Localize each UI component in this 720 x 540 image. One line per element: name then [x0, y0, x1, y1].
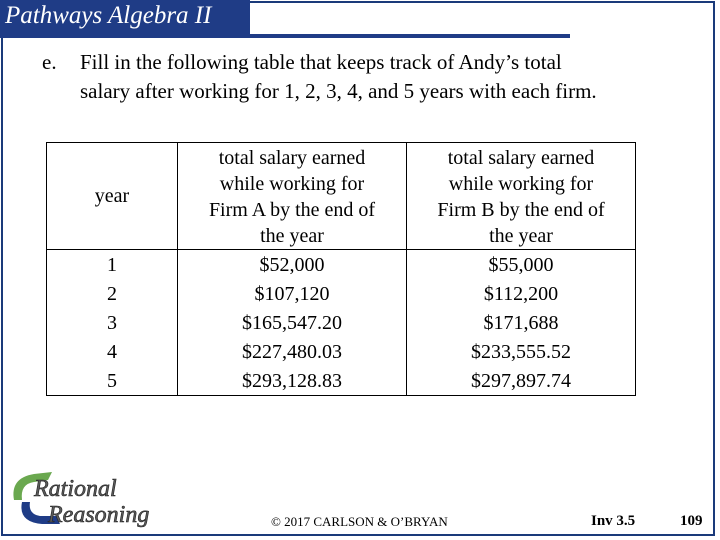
footer-investigation: Inv 3.5 — [591, 513, 636, 529]
cell-year: 4 — [47, 337, 178, 366]
cell-firm-a: $227,480.03 — [178, 337, 407, 366]
cell-year: 5 — [47, 366, 178, 396]
page-title: Pathways Algebra II — [5, 2, 212, 29]
cell-year: 3 — [47, 308, 178, 337]
salary-table — [46, 142, 636, 396]
header-firm-b-line: total salary earned — [447, 147, 595, 169]
cell-firm-a: $52,000 — [178, 250, 407, 280]
logo-line-1: Rational — [34, 476, 117, 502]
instruction-line-2: salary after working for 1, 2, 3, 4, and 5 years with each firm. — [80, 79, 597, 103]
header-firm-b — [407, 143, 636, 250]
cell-firm-b: $297,897.74 — [407, 366, 636, 396]
header-firm-b-line: the year — [489, 225, 553, 247]
header-firm-b-line: Firm B by the end of — [437, 199, 605, 221]
header-firm-a-line: total salary earned — [218, 147, 366, 169]
header-firm-a-line: Firm A by the end of — [208, 199, 376, 221]
cell-year: 2 — [47, 279, 178, 308]
item-marker: e. — [42, 50, 57, 74]
footer-copyright: © 2017 CARLSON & O’BRYAN — [271, 514, 448, 529]
header-firm-a-line: while working for — [219, 173, 365, 195]
cell-firm-a: $165,547.20 — [178, 308, 407, 337]
table-row — [47, 250, 636, 280]
instruction-line-1: Fill in the following table that keeps track of Andy’s total — [80, 50, 562, 74]
cell-firm-b: $55,000 — [407, 250, 636, 280]
title-bar — [0, 0, 250, 34]
header-firm-b-line: while working for — [448, 173, 594, 195]
cell-firm-b: $112,200 — [407, 279, 636, 308]
logo-line-2: Reasoning — [48, 502, 150, 528]
cell-firm-a: $107,120 — [178, 279, 407, 308]
table-row — [47, 366, 636, 396]
header-firm-a — [178, 143, 407, 250]
table-header-row — [47, 143, 636, 250]
page-number: 109 — [680, 513, 703, 529]
cell-firm-b: $171,688 — [407, 308, 636, 337]
rational-reasoning-logo — [8, 466, 178, 530]
cell-year: 1 — [47, 250, 178, 280]
table-row — [47, 308, 636, 337]
header-firm-a-line: the year — [260, 225, 324, 247]
cell-firm-b: $233,555.52 — [407, 337, 636, 366]
table-row — [47, 279, 636, 308]
header-year: year — [47, 143, 178, 250]
cell-firm-a: $293,128.83 — [178, 366, 407, 396]
title-underline — [0, 34, 570, 38]
table-row — [47, 337, 636, 366]
